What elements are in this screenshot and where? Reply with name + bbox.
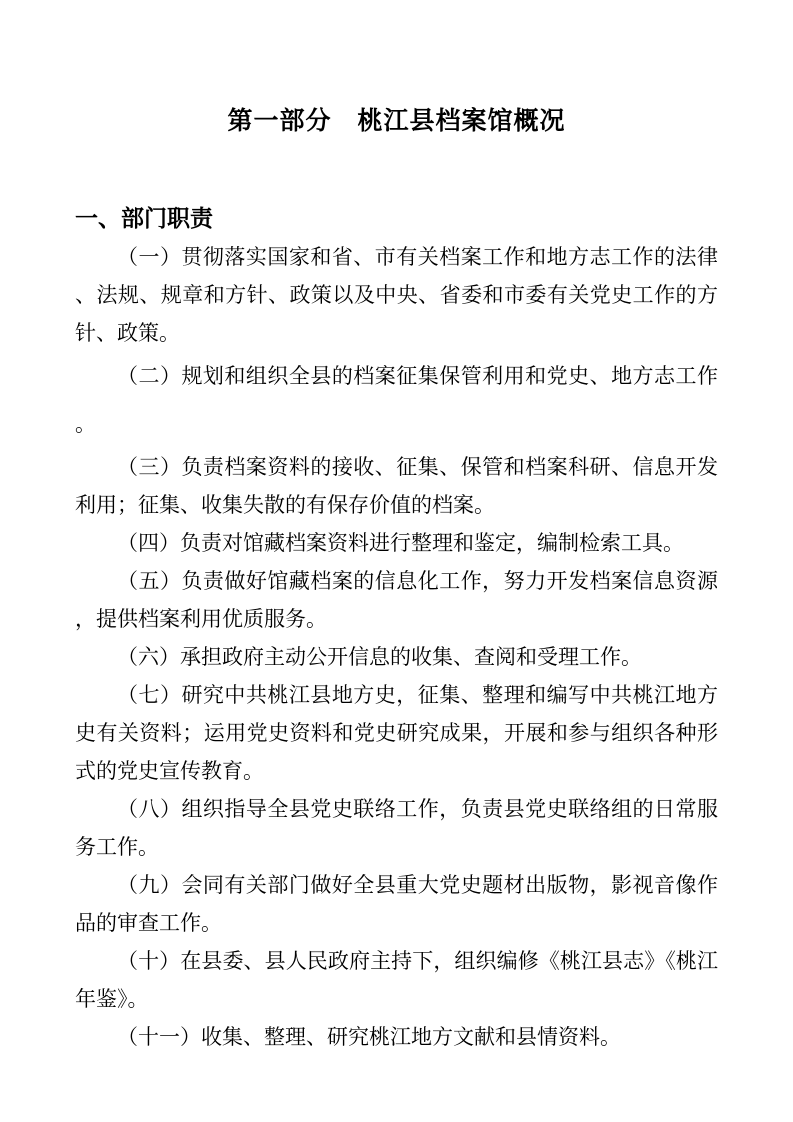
paragraph-7: （七）研究中共桃江县地方史，征集、整理和编写中共桃江地方史有关资料；运用党史资料和党史研究成果，开展和参与组织各种形式的党史宣传教育。	[75, 683, 718, 783]
paragraph-6: （六）承担政府主动公开信息的收集、查阅和受理工作。	[117, 645, 642, 669]
paragraph-5: （五）负责做好馆藏档案的信息化工作，努力开发档案信息资源，提供档案利用优质服务。	[75, 569, 718, 631]
paragraph-11: （十一）收集、整理、研究桃江地方文献和县情资料。	[117, 1025, 621, 1049]
paragraph-8: （八）组织指导全县党史联络工作，负责县党史联络组的日常服务工作。	[75, 797, 718, 859]
document-title: 第一部分 桃江县档案馆概况	[227, 108, 566, 135]
paragraph-4: （四）负责对馆藏档案资料进行整理和鉴定，编制检索工具。	[117, 531, 684, 555]
section-heading: 一、部门职责	[75, 206, 213, 231]
paragraph-10: （十）在县委、县人民政府主持下，组织编修《桃江县志》《桃江年鉴》。	[75, 949, 718, 1011]
paragraph-1: （一）贯彻落实国家和省、市有关档案工作和地方志工作的法律、法规、规章和方针、政策以及中央、省委和市委有关党史工作的方针、政策。	[75, 245, 718, 345]
paragraph-3: （三）负责档案资料的接收、征集、保管和档案科研、信息开发利用；征集、收集失散的有保存价值的档案。	[75, 455, 718, 517]
paragraph-9: （九）会同有关部门做好全县重大党史题材出版物，影视音像作品的审查工作。	[75, 873, 718, 935]
paragraph-2: （二）规划和组织全县的档案征集保管利用和党史、地方志工作。	[75, 364, 718, 436]
